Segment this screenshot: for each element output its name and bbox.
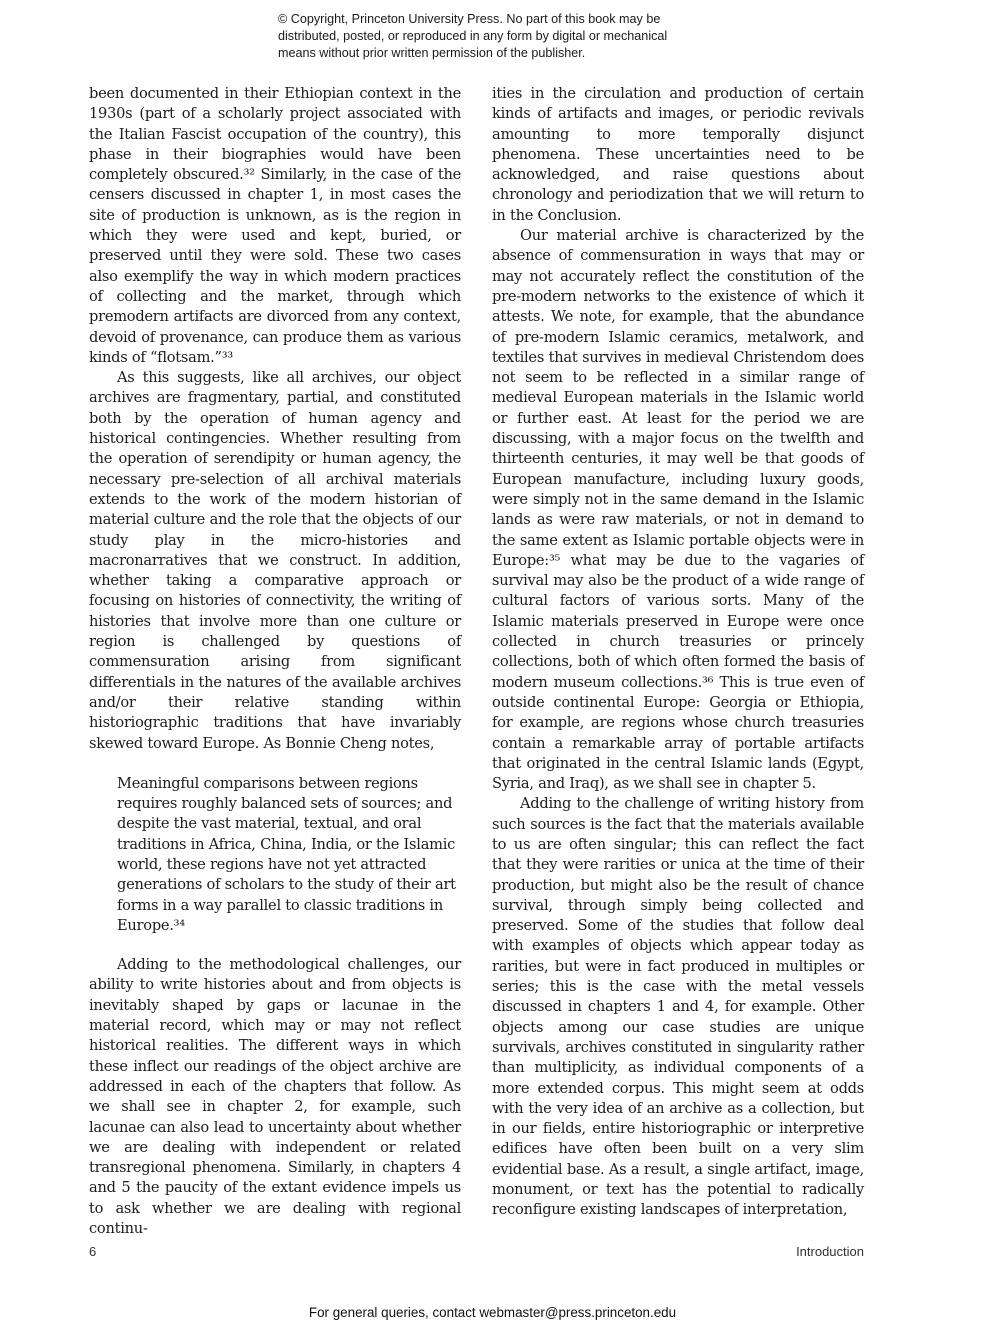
right-text-column: [492, 84, 864, 1221]
paragraph: As this suggests, like all archives, our object archives are fragmentary, partial, and constituted both by the operation of human agency and historical contingencies. Whether resulting from the operation of serendipity or human agency, the necessary pre-selection of all archival materials extends to the work of the modern historian of material culture and the role that the objects of our study play in the micro-histories and macronarratives that we construct. In addition, whether taking a comparative approach or focusing on histories of connectivity, the writing of histories that involve more than one culture or region is challenged by questions of commensuration arising from significant differentials in the natures of the available archives and/or their relative standing within historiographic traditions that have invariably skewed toward Europe. As Bonnie Cheng notes,: [89, 369, 461, 752]
copyright-line-3: means without prior written permission of the publisher.: [278, 46, 586, 60]
copyright-notice: [278, 11, 718, 62]
paragraph: Adding to the challenge of writing history from such sources is the fact that the materials available to us are often singular; this can reflect the fact that they were rarities or unica at the time of their production, but might also be the result of chance survival, through simply being collected and preserved. Some of the studies that follow deal with examples of objects which appear today as rarities, but were in fact produced in multiples or series; this is the case with the metal vessels discussed in chapters 1 and 4, for example. Other objects among our case studies are unique survivals, archives constituted in singularity rather than multiplicity, as individual components of a more extended corpus. This might seem at odds with the very idea of an archive as a collection, but in our fields, entire historiographic or interpretive edifices have often been built on a very slim evidential base. As a result, a single artifact, image, monument, or text has the potential to radically reconfigure existing landscapes of interpretation,: [492, 795, 864, 1219]
copyright-line-1: © Copyright, Princeton University Press. No part of this book may be: [278, 12, 661, 26]
contact-line: For general queries, contact webmaster@press.princeton.edu: [308, 1305, 677, 1320]
copyright-line-2: distributed, posted, or reproduced in any form by digital or mechanical: [278, 29, 668, 43]
paragraph: ities in the circulation and production of certain kinds of artifacts and images, or periodic revivals amounting to more temporally disjunct phenomena. These uncertainties need to be acknowledged, and raise questions about chronology and periodization that we will return to in the Conclusion.: [492, 85, 864, 224]
paragraph: been documented in their Ethiopian context in the 1930s (part of a scholarly project associated with the Italian Fascist occupation of the country), this phase in their biographies would have been completely obscured.³² Similarly, in the case of the censers discussed in chapter 1, in most cases the site of production is unknown, as is the region in which they were used and kept, buried, or preserved until they were sold. These two cases also exemplify the way in which modern practices of collecting and the market, through which premodern artifacts are divorced from any context, devoid of provenance, can produce them as various kinds of “flotsam.”³³: [89, 85, 461, 366]
page-number: 6: [89, 1244, 97, 1259]
paragraph: Our material archive is characterized by the absence of commensuration in ways that may or may not accurately reflect the constitution of the pre-modern networks to the existence of which it attests. We note, for example, that the abundance of pre-modern Islamic ceramics, metalwork, and textiles that survives in medieval Christendom does not seem to be reflected in a similar range of medieval European materials in the Islamic world or further east. At least for the period we are discussing, with a major focus on the twelfth and thirteenth centuries, it may well be that goods of European manufacture, including luxury goods, were simply not in the same demand in the Islamic lands as were raw materials, or not in demand to the same extent as Islamic portable objects were in Europe:³⁵ what may be due to the vagaries of survival may also be the product of a wide range of cultural factors of various sorts. Many of the Islamic materials preserved in Europe were once collected in church treasuries or princely collections, both of which often formed the basis of modern museum collections.³⁶ This is true even of outside continental Europe: Georgia or Ethiopia, for example, are regions whose church treasuries contain a remarkable array of portable artifacts that originated in the central Islamic lands (Egypt, Syria, and Iraq), as we shall see in chapter 5.: [492, 227, 864, 793]
left-text-column: [89, 84, 461, 1239]
block-quote: Meaningful comparisons between regions requires roughly balanced sets of sources; and despite the vast material, textual, and oral traditions in Africa, China, India, or the Islamic world, these regions have not yet attracted generations of scholars to the study of their art forms in a way parallel to classic traditions in Europe.³⁴: [117, 774, 456, 934]
paragraph: Adding to the methodological challenges, our ability to write histories about and from objects is inevitably shaped by gaps or lacunae in the material record, which may or may not reflect historical realities. The different ways in which these inflect our readings of the object archive are addressed in each of the chapters that follow. As we shall see in chapter 2, for example, such lacunae can also lead to uncertainty about whether we are dealing with independent or related transregional phenomena. Similarly, in chapters 4 and 5 the paucity of the extant evidence impels us to ask whether we are dealing with regional continu-: [89, 956, 461, 1238]
running-head: Introduction: [796, 1244, 864, 1259]
